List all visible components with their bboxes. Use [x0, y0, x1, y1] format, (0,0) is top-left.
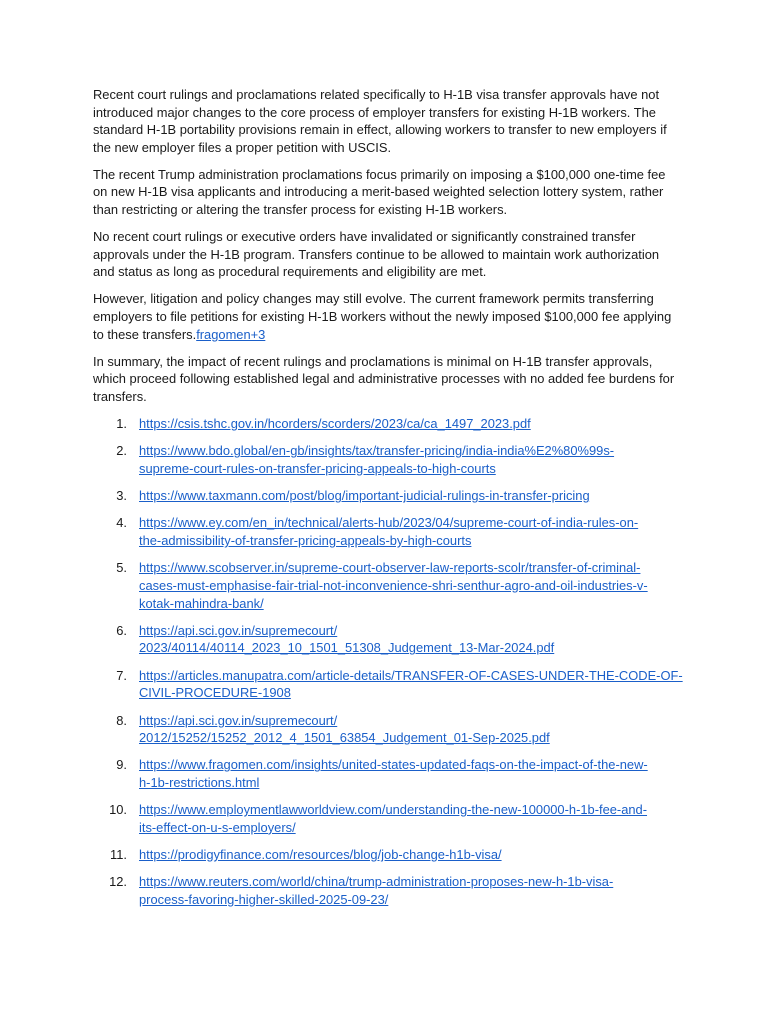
- paragraph-text: In summary, the impact of recent rulings and proclamations is minimal on H-1B transfer approvals, which proceed following established legal and administrative processes with no added fee burdens for transfers.: [93, 353, 675, 404]
- reference-item: [93, 514, 683, 549]
- reference-item: [93, 667, 683, 702]
- reference-link[interactable]: https://www.ey.com/en_in/technical/alerts-hub/2023/04/supreme-court-of-india-rules-on- the-admissibility-of-transfer-pricing-appeals-by-high-courts: [139, 515, 639, 549]
- reference-number: 1.: [116, 416, 127, 431]
- reference-number: 5.: [116, 560, 127, 576]
- reference-link[interactable]: https://articles.manupatra.com/article-details/TRANSFER-OF-CASES-UNDER-THE-CODE-OF- CIVIL-PROCEDURE-1908: [139, 667, 683, 701]
- reference-link[interactable]: https://api.sci.gov.in/supremecourt/ 2023/40114/40114_2023_10_1501_51308_Judgement_13-Mar-2024.pdf: [139, 622, 555, 656]
- reference-item: [93, 712, 683, 747]
- reference-link[interactable]: https://csis.tshc.gov.in/hcorders/scorders/2023/ca/ca_1497_2023.pdf: [139, 416, 531, 431]
- reference-link[interactable]: https://www.taxmann.com/post/blog/important-judicial-rulings-in-transfer-pricing: [139, 488, 590, 504]
- reference-item: [93, 801, 683, 836]
- reference-link[interactable]: https://api.sci.gov.in/supremecourt/ 2012/15252/15252_2012_4_1501_63854_Judgement_01-Sep-2025.pdf: [139, 712, 550, 746]
- reference-number: 9.: [116, 757, 127, 773]
- paragraph-text: However, litigation and policy changes may still evolve. The current framework permits transferring employers to file petitions for existing H-1B workers without the newly imposed $100,000 fee applying to these transfers.: [93, 291, 672, 342]
- paragraph-2: [93, 166, 683, 219]
- paragraph-text: Recent court rulings and proclamations related specifically to H-1B visa transfer approvals have not introduced major changes to the core process of employer transfers for existing H-1B workers. The standard H-1B portability provisions remain in effect, allowing workers to transfer to new employers if the new employer files a proper petition with USCIS.: [93, 87, 667, 155]
- reference-item: [93, 756, 683, 791]
- paragraph-5: [93, 353, 683, 406]
- reference-number: 2.: [116, 443, 127, 459]
- reference-number: 8.: [116, 712, 127, 728]
- paragraph-1: [93, 86, 683, 156]
- reference-link[interactable]: https://prodigyfinance.com/resources/blog/job-change-h1b-visa/: [139, 847, 502, 863]
- document-page: [93, 86, 683, 918]
- reference-item: [93, 873, 683, 908]
- source-citation-link[interactable]: fragomen+3: [196, 326, 266, 342]
- paragraph-4: [93, 290, 683, 343]
- reference-number: 11.: [110, 847, 127, 863]
- paragraph-text: The recent Trump administration proclamations focus primarily on imposing a $100,000 one-time fee on new H-1B visa applicants and introducing a merit-based weighted selection lottery system, rather than restricting or altering the transfer process for existing H-1B workers.: [93, 166, 666, 218]
- reference-number: 7.: [116, 667, 127, 683]
- reference-link[interactable]: https://www.scobserver.in/supreme-court-observer-law-reports-scolr/transfer-of-criminal- cases-must-emphasise-fair-trial-not-inconvenience-shri-senthur-agro-and-oil-industries-v- kotak-mahindra-bank/: [139, 560, 648, 611]
- paragraph-text: No recent court rulings or executive orders have invalidated or significantly constrained transfer approvals under the H-1B program. Transfers continue to be allowed to maintain work authorization and status as long as procedural requirements and eligibility are met.: [93, 229, 660, 280]
- reference-number: 4.: [116, 515, 127, 531]
- reference-item: [93, 846, 683, 864]
- reference-item: [93, 442, 683, 477]
- reference-item: [93, 487, 683, 505]
- reference-link[interactable]: https://www.employmentlawworldview.com/understanding-the-new-100000-h-1b-fee-and- its-effect-on-u-s-employers/: [139, 802, 648, 835]
- reference-link[interactable]: https://www.reuters.com/world/china/trump-administration-proposes-new-h-1b-visa- process-favoring-higher-skilled-2025-09-23/: [139, 874, 614, 908]
- paragraph-3: [93, 228, 683, 281]
- reference-item: [93, 415, 683, 433]
- reference-link[interactable]: https://www.fragomen.com/insights/united-states-updated-faqs-on-the-impact-of-the-new- h-1b-restrictions.html: [139, 757, 648, 790]
- reference-list: [93, 415, 683, 909]
- reference-item: [93, 559, 683, 612]
- reference-link[interactable]: https://www.bdo.global/en-gb/insights/tax/transfer-pricing/india-india%E2%80%99s- supreme-court-rules-on-transfer-pricing-appeals-to-high-courts: [139, 443, 615, 476]
- reference-number: 12.: [109, 874, 127, 890]
- reference-number: 6.: [116, 622, 127, 638]
- reference-number: 10.: [109, 802, 127, 818]
- reference-number: 3.: [116, 488, 127, 504]
- reference-item: [93, 622, 683, 657]
